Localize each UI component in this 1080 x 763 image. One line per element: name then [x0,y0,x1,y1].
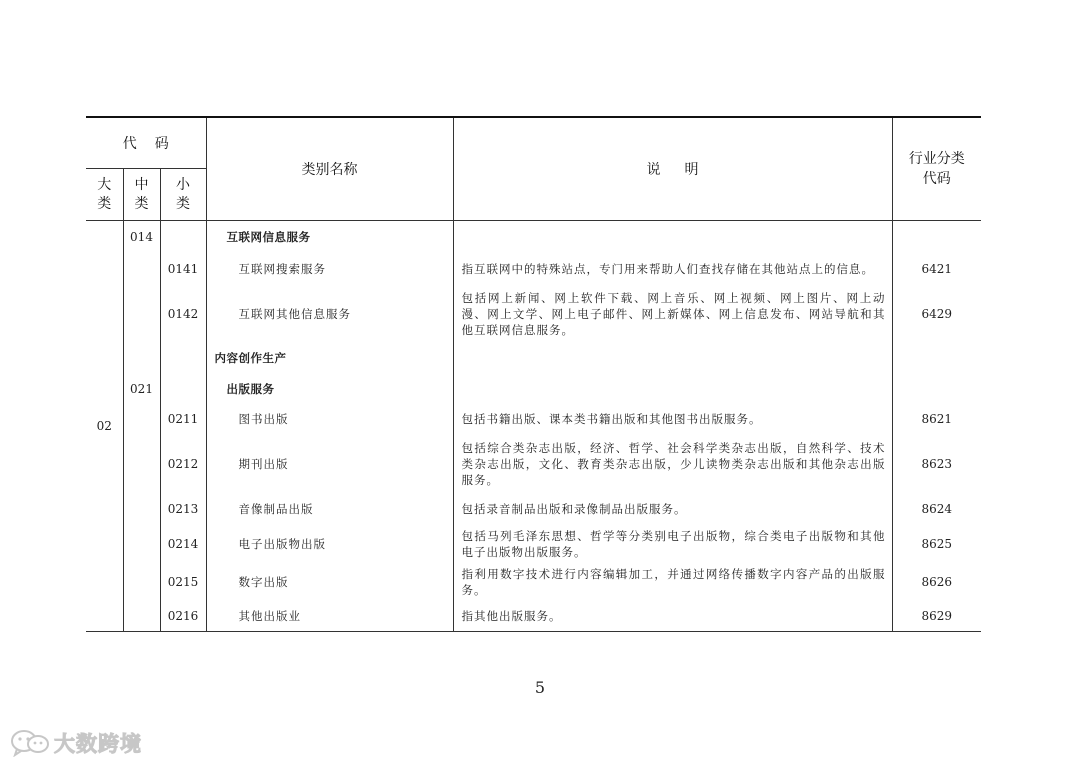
table-row [86,374,981,404]
small-class-code [160,374,206,404]
watermark [10,727,142,759]
classification-table [86,116,981,632]
header-mid-class-text: 中类 [134,176,149,212]
category-name: 互联网其他信息服务 [206,285,453,343]
table-body [86,221,981,632]
mid-class-code [123,563,160,601]
small-class-code: 0216 [160,601,206,632]
header-category-name: 类别名称 [206,117,453,221]
small-class-code: 0141 [160,254,206,285]
mid-class-code [123,254,160,285]
category-name: 电子出版物出版 [206,525,453,563]
watermark-text: 大数跨境 [54,732,142,756]
category-description [453,374,892,404]
small-class-code [160,343,206,374]
industry-code [892,343,981,374]
category-description: 包括录音制品出版和录像制品出版服务。 [453,494,892,525]
category-description: 指利用数字技术进行内容编辑加工，并通过网络传播数字内容产品的出版服务。 [453,563,892,601]
table-row [86,404,981,435]
table-row [86,494,981,525]
header-mid-class [123,169,160,221]
header-industry-code-text: 行业分类代码 [908,151,965,187]
category-name: 内容创作生产 [206,343,453,374]
mid-class-code: 021 [123,374,160,404]
table-header [86,117,981,221]
small-class-code: 0142 [160,285,206,343]
table-row [86,343,981,374]
industry-code: 8621 [892,404,981,435]
mid-class-code [123,525,160,563]
industry-code: 6421 [892,254,981,285]
category-description [453,343,892,374]
category-name: 互联网信息服务 [206,221,453,254]
industry-code: 8625 [892,525,981,563]
small-class-code: 0215 [160,563,206,601]
mid-class-code [123,494,160,525]
header-big-class-text: 大类 [97,176,112,212]
table-row [86,285,981,343]
page-number: 5 [534,678,546,697]
small-class-code [160,221,206,254]
header-industry-code [892,117,981,221]
category-description: 包括马列毛泽东思想、哲学等分类别电子出版物，综合类电子出版物和其他电子出版物出版服务。 [453,525,892,563]
table-row [86,435,981,494]
category-description: 指其他出版服务。 [453,601,892,632]
category-name: 数字出版 [206,563,453,601]
mid-class-code [123,435,160,494]
industry-code: 6429 [892,285,981,343]
category-name: 期刊出版 [206,435,453,494]
category-description: 包括书籍出版、课本类书籍出版和其他图书出版服务。 [453,404,892,435]
category-description: 指互联网中的特殊站点，专门用来帮助人们查找存储在其他站点上的信息。 [453,254,892,285]
industry-code [892,374,981,404]
industry-code [892,221,981,254]
mid-class-code [123,285,160,343]
mid-class-code: 014 [123,221,160,254]
table-row [86,525,981,563]
mid-class-code [123,343,160,374]
header-big-class [86,169,123,221]
header-code-group: 代码 [86,117,206,169]
industry-code: 8623 [892,435,981,494]
category-name: 互联网搜索服务 [206,254,453,285]
wechat-logo-icon [10,729,50,757]
industry-code: 8626 [892,563,981,601]
category-description [453,221,892,254]
header-description: 说明 [453,117,892,221]
category-description: 包括网上新闻、网上软件下载、网上音乐、网上视频、网上图片、网上动漫、网上文学、网上电子邮件、网上新媒体、网上信息发布、网站导航和其他互联网信息服务。 [453,285,892,343]
small-class-code: 0212 [160,435,206,494]
table-row [86,563,981,601]
small-class-code: 0211 [160,404,206,435]
category-name: 图书出版 [206,404,453,435]
table-row [86,601,981,632]
category-name: 出版服务 [206,374,453,404]
industry-code: 8629 [892,601,981,632]
table-row [86,221,981,254]
category-description: 包括综合类杂志出版，经济、哲学、社会科学类杂志出版，自然科学、技术类杂志出版，文化、教育类杂志出版，少儿读物类杂志出版和其他杂志出版服务。 [453,435,892,494]
category-name: 音像制品出版 [206,494,453,525]
big-class-code: 02 [86,221,123,632]
mid-class-code [123,404,160,435]
industry-code: 8624 [892,494,981,525]
header-small-class [160,169,206,221]
header-small-class-text: 小类 [176,176,190,212]
table-row [86,254,981,285]
category-name: 其他出版业 [206,601,453,632]
small-class-code: 0214 [160,525,206,563]
small-class-code: 0213 [160,494,206,525]
mid-class-code [123,601,160,632]
